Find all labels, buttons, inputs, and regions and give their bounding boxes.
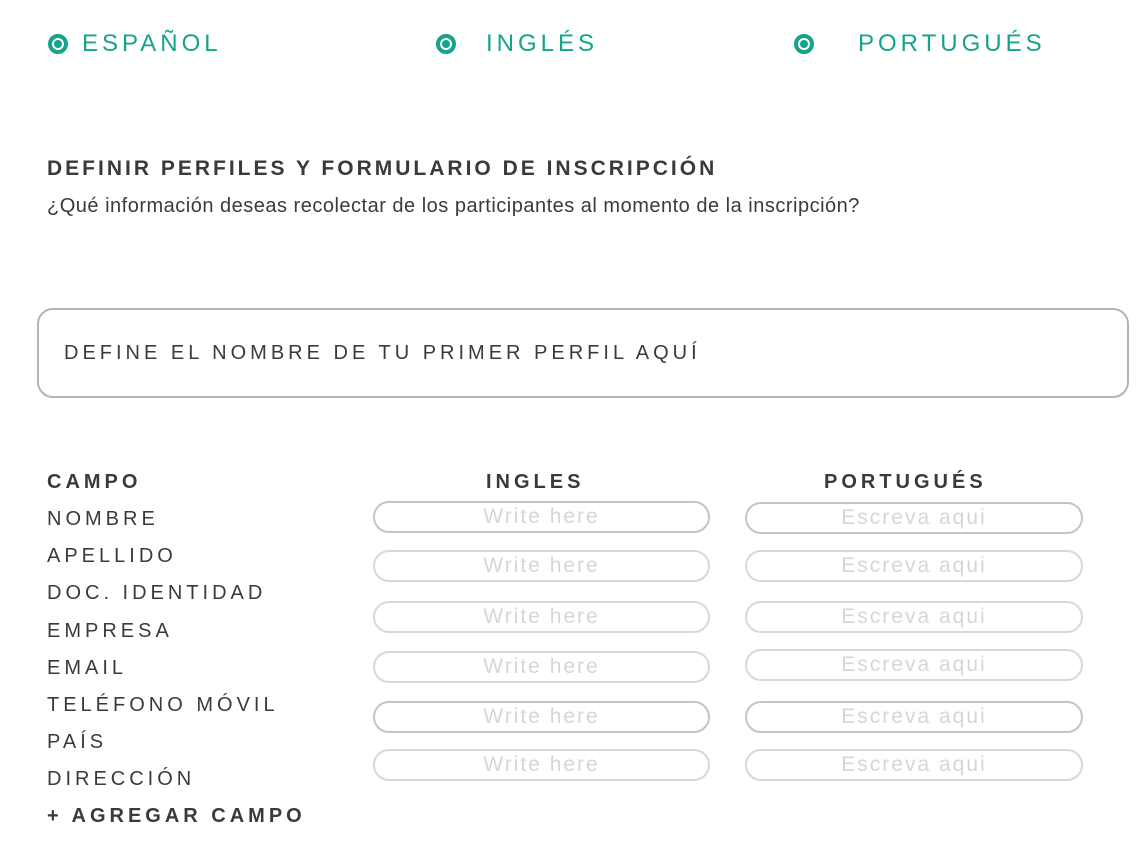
column-header-portuguese: PORTUGUÉS: [824, 471, 987, 493]
field-label-nombre: NOMBRE: [47, 508, 159, 530]
field-label-doc-identidad: DOC. IDENTIDAD: [47, 582, 267, 604]
language-label-spanish: ESPAÑOL: [82, 30, 222, 57]
portuguese-input-empresa[interactable]: [745, 649, 1083, 681]
language-option-english[interactable]: [436, 30, 598, 58]
english-input-telefono-movil[interactable]: [373, 749, 710, 781]
language-label-english: INGLÉS: [486, 30, 599, 57]
field-label-telefono-movil: TELÉFONO MÓVIL: [47, 694, 279, 716]
portuguese-input-doc-identidad[interactable]: [745, 601, 1083, 633]
profile-name-placeholder: DEFINE EL NOMBRE DE TU PRIMER PERFIL AQUÍ: [64, 341, 701, 364]
portuguese-input-nombre[interactable]: [745, 502, 1083, 534]
english-input-empresa[interactable]: [373, 651, 710, 683]
column-header-english: INGLES: [486, 471, 585, 493]
portuguese-input-email[interactable]: [745, 701, 1083, 733]
field-label-pais: PAÍS: [47, 731, 108, 753]
portuguese-input-telefono-movil[interactable]: [745, 749, 1083, 781]
section-title: DEFINIR PERFILES Y FORMULARIO DE INSCRIPCIÓN: [47, 157, 718, 180]
section-question: ¿Qué información deseas recolectar de los participantes al momento de la inscripción?: [47, 195, 860, 217]
profile-name-input[interactable]: [37, 308, 1129, 398]
radio-selected-icon[interactable]: [794, 34, 814, 54]
english-input-apellido[interactable]: [373, 550, 710, 582]
field-label-email: EMAIL: [47, 657, 128, 679]
english-input-email[interactable]: [373, 701, 710, 733]
add-field-button[interactable]: + AGREGAR CAMPO: [47, 805, 306, 827]
field-label-apellido: APELLIDO: [47, 545, 177, 567]
language-option-spanish[interactable]: [48, 30, 222, 58]
language-label-portuguese: PORTUGUÉS: [858, 30, 1046, 57]
portuguese-input-apellido[interactable]: [745, 550, 1083, 582]
english-input-doc-identidad[interactable]: [373, 601, 710, 633]
language-option-portuguese[interactable]: [794, 30, 1046, 58]
field-label-empresa: EMPRESA: [47, 620, 173, 642]
english-input-nombre[interactable]: [373, 501, 710, 533]
field-label-direccion: DIRECCIÓN: [47, 768, 196, 790]
column-header-field: CAMPO: [47, 471, 142, 493]
radio-selected-icon[interactable]: [48, 34, 68, 54]
radio-selected-icon[interactable]: [436, 34, 456, 54]
